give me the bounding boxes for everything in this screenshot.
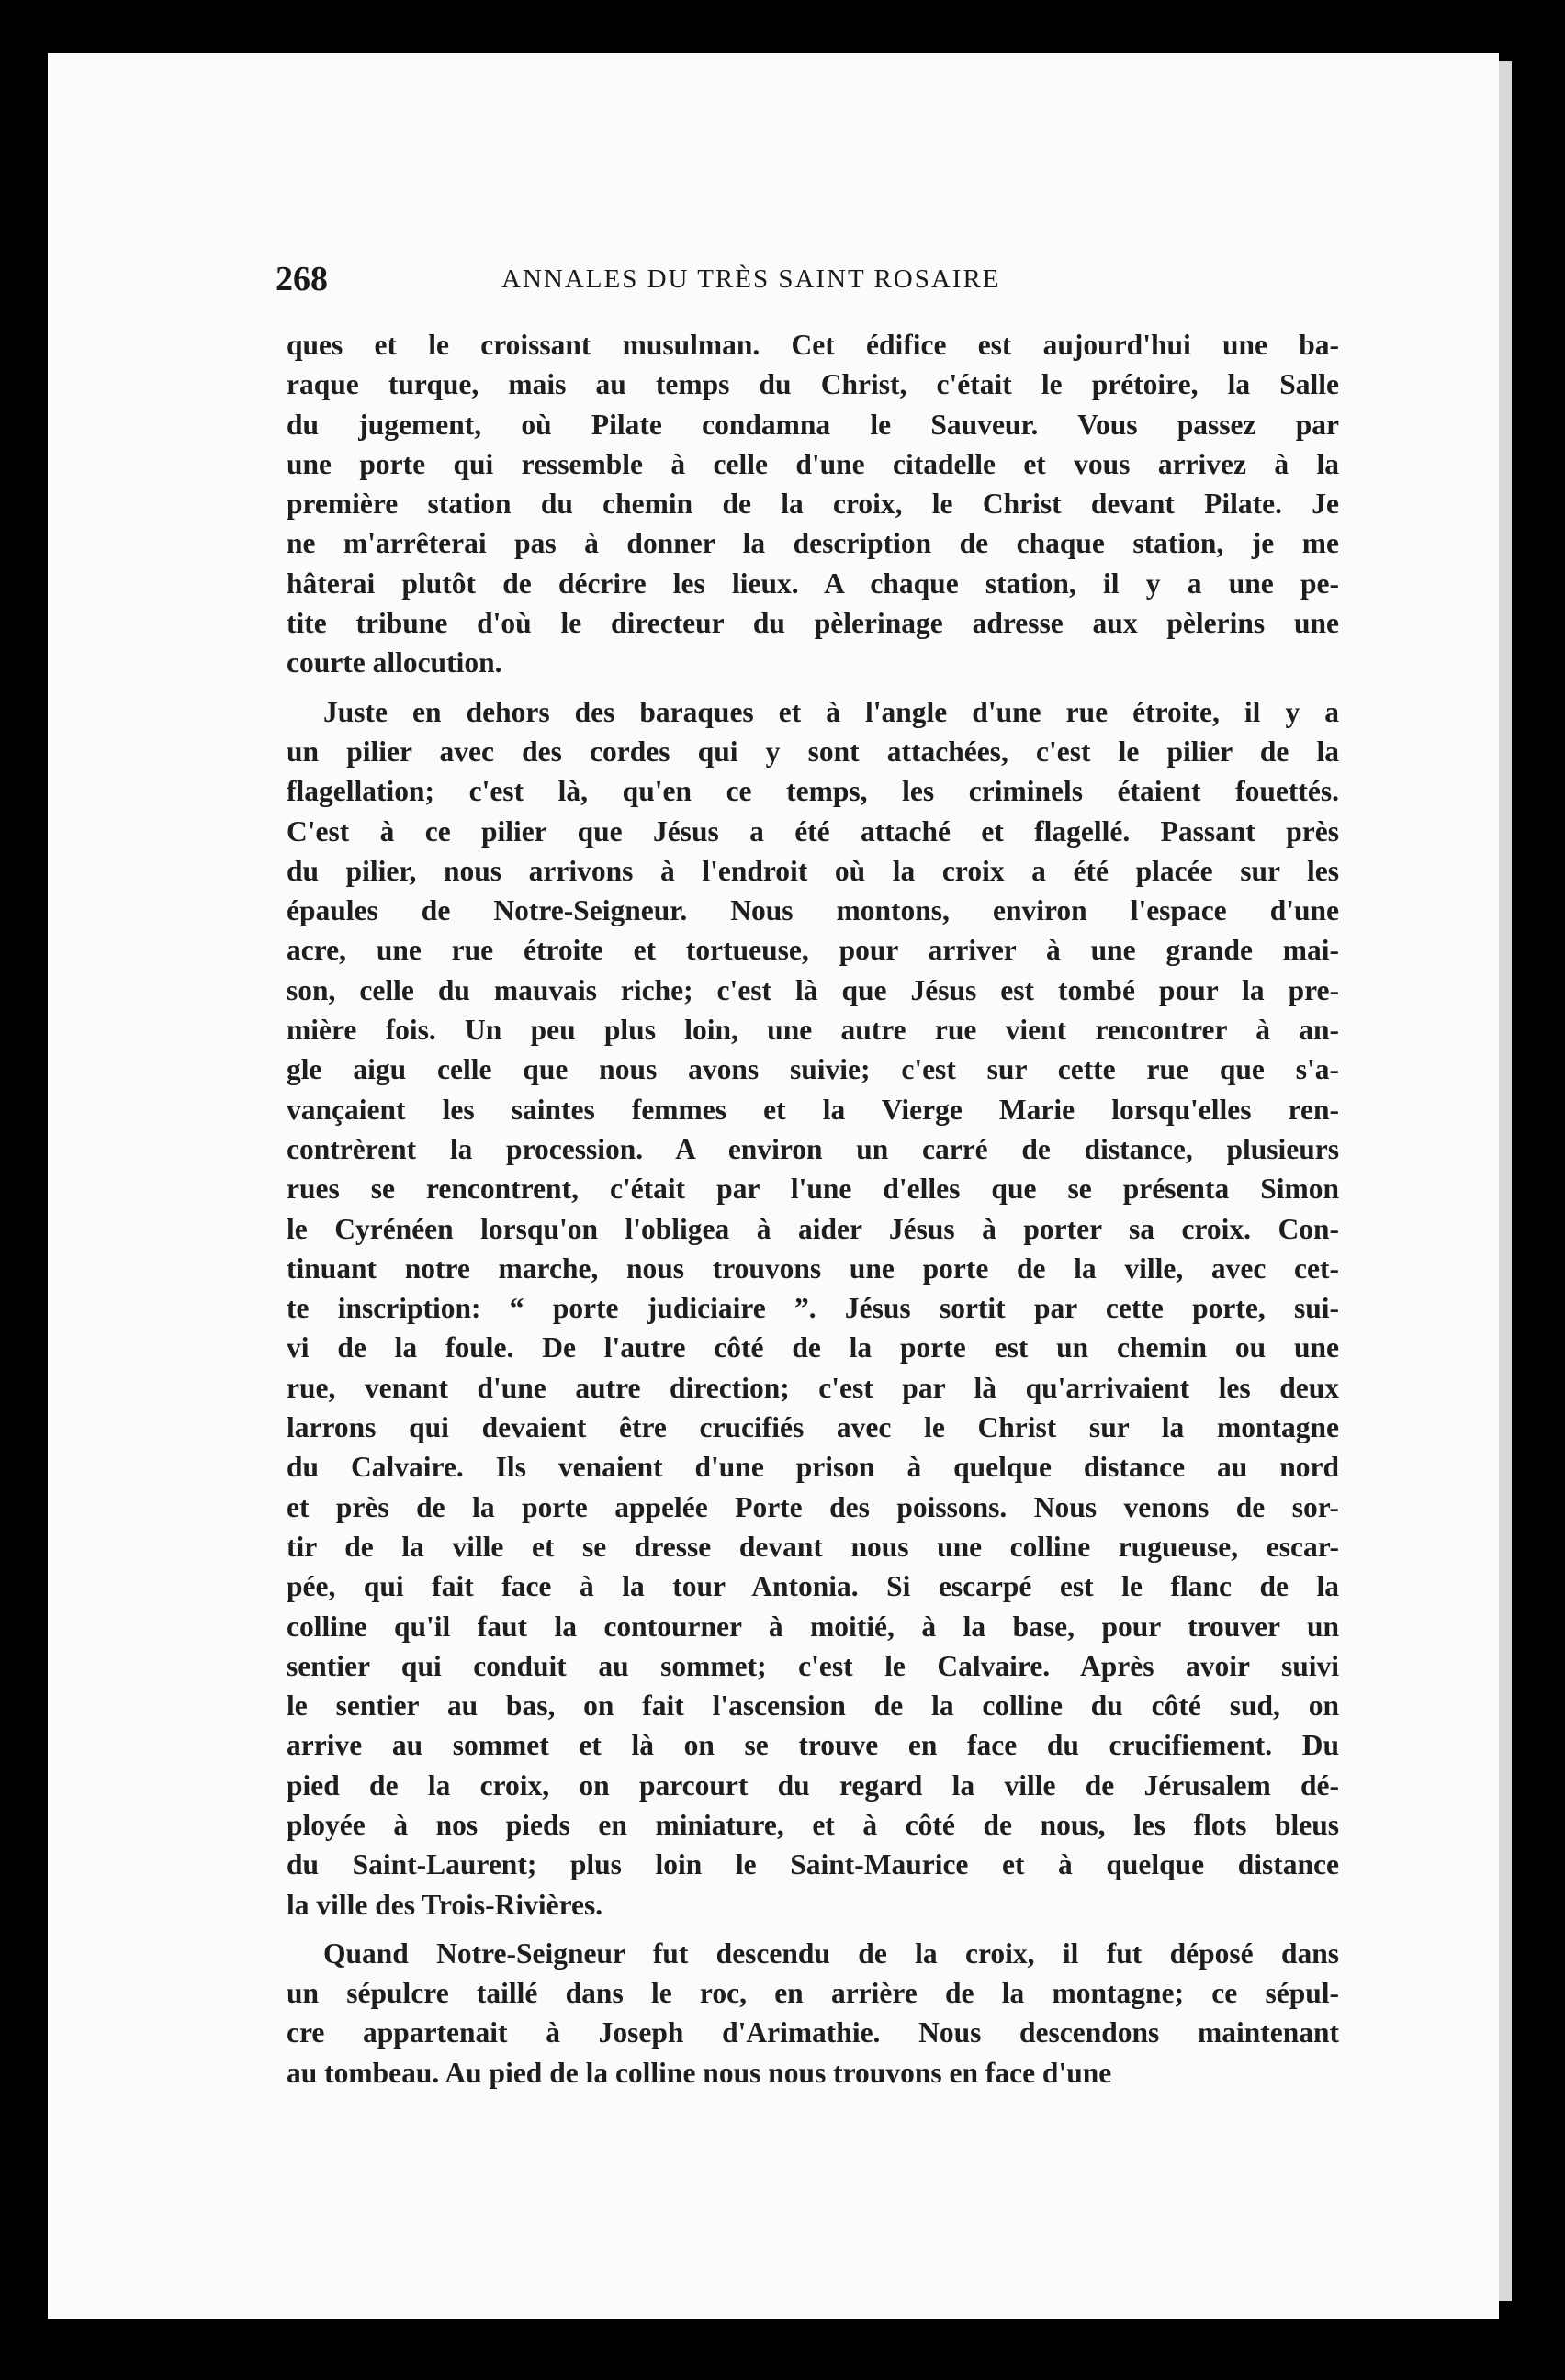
paragraph [287, 692, 1339, 1925]
text-line: courte allocution. [287, 646, 502, 679]
text-line: du pilier, nous arrivons à l'endroit où la croix a été placée sur les [287, 854, 1339, 887]
text-line: cre appartenait à Joseph d'Arimathie. Nous descendons maintenant [287, 2016, 1339, 2049]
text-line: acre, une rue étroite et tortueuse, pour arriver à une grande mai- [287, 934, 1339, 967]
text-line: ques et le croissant musulman. Cet édifice est aujourd'hui une ba- [287, 329, 1339, 361]
text-line: et près de la porte appelée Porte des poissons. Nous venons de sor- [287, 1490, 1339, 1523]
text-line: tite tribune d'où le directeur du pèlerinage adresse aux pèlerins une [287, 607, 1339, 640]
text-line: rues se rencontrent, c'était par l'une d'elles que se présenta Simon [287, 1173, 1339, 1206]
text-line: contrèrent la procession. A environ un carré de distance, plusieurs [287, 1132, 1339, 1165]
text-line: la ville des Trois-Rivières. [287, 1888, 603, 1921]
text-line: C'est à ce pilier que Jésus a été attaché et flagellé. Passant près [287, 814, 1339, 848]
text-line: une porte qui ressemble à celle d'une citadelle et vous arrivez à la [287, 447, 1339, 480]
text-line: du jugement, où Pilate condamna le Sauveur. Vous passez par [287, 408, 1339, 441]
text-line: arrive au sommet et là on se trouve en face du crucifiement. Du [287, 1729, 1339, 1762]
page-number: 268 [276, 260, 328, 298]
text-line: raque turque, mais au temps du Christ, c'était le prétoire, la Salle [287, 368, 1339, 401]
text-line: tinuant notre marche, nous trouvons une porte de la ville, avec cet- [287, 1252, 1339, 1285]
text-line: vi de la foule. De l'autre côté de la porte est un chemin ou une [287, 1331, 1339, 1364]
text-line: vançaient les saintes femmes et la Vierge Marie lorsqu'elles ren- [287, 1093, 1339, 1126]
text-line: Quand Notre-Seigneur fut descendu de la croix, il fut déposé dans [323, 1937, 1339, 1970]
text-line: pée, qui fait face à la tour Antonia. Si escarpé est le flanc de la [287, 1570, 1339, 1603]
body-text [287, 325, 1339, 2093]
text-line: te inscription: “ porte judiciaire ”. Jésus sortit par cette porte, sui- [287, 1292, 1339, 1325]
text-line: ployée à nos pieds en miniature, et à côté de nous, les flots bleus [287, 1808, 1339, 1841]
text-line: sentier qui conduit au sommet; c'est le Calvaire. Après avoir suivi [287, 1649, 1339, 1682]
text-line: épaules de Notre-Seigneur. Nous montons, environ l'espace d'une [287, 894, 1339, 927]
text-line: gle aigu celle que nous avons suivie; c'est sur cette rue que s'a- [287, 1053, 1339, 1086]
text-line: un sépulcre taillé dans le roc, en arrière de la montagne; ce sépul- [287, 1977, 1339, 2010]
paragraph [287, 1934, 1339, 2093]
text-line: au tombeau. Au pied de la colline nous nous trouvons en face d'une [287, 2056, 1112, 2089]
text-line: mière fois. Un peu plus loin, une autre rue vient rencontrer à an- [287, 1014, 1339, 1047]
running-title: ANNALES DU TRÈS SAINT ROSAIRE [501, 264, 1001, 294]
text-line: du Saint-Laurent; plus loin le Saint-Maurice et à quelque distance [287, 1848, 1339, 1881]
text-line: du Calvaire. Ils venaient d'une prison à quelque distance au nord [287, 1451, 1339, 1484]
paragraph [287, 325, 1339, 683]
page-header [276, 259, 1332, 305]
text-line: colline qu'il faut la contourner à moitié, à la base, pour trouver un [287, 1610, 1339, 1643]
text-line: hâterai plutôt de décrire les lieux. A chaque station, il y a une pe- [287, 567, 1339, 600]
text-line: le sentier au bas, on fait l'ascension de la colline du côté sud, on [287, 1690, 1339, 1723]
text-line: son, celle du mauvais riche; c'est là que Jésus est tombé pour la pre- [287, 973, 1339, 1006]
text-line: tir de la ville et se dresse devant nous une colline rugueuse, escar- [287, 1530, 1339, 1563]
next-page-edge [1499, 61, 1512, 2301]
text-line: pied de la croix, on parcourt du regard la ville de Jérusalem dé- [287, 1768, 1339, 1802]
text-line: le Cyrénéen lorsqu'on l'obligea à aider Jésus à porter sa croix. Con- [287, 1212, 1339, 1245]
text-line: ne m'arrêterai pas à donner la description de chaque station, je me [287, 527, 1339, 560]
text-line: première station du chemin de la croix, le Christ devant Pilate. Je [287, 488, 1339, 521]
text-line: flagellation; c'est là, qu'en ce temps, les criminels étaient fouettés. [287, 775, 1339, 808]
text-line: larrons qui devaient être crucifiés avec le Christ sur la montagne [287, 1411, 1339, 1444]
text-line: Juste en dehors des baraques et à l'angle d'une rue étroite, il y a [323, 695, 1339, 728]
text-line: un pilier avec des cordes qui y sont attachées, c'est le pilier de la [287, 735, 1339, 768]
text-line: rue, venant d'une autre direction; c'est par là qu'arrivaient les deux [287, 1371, 1339, 1404]
